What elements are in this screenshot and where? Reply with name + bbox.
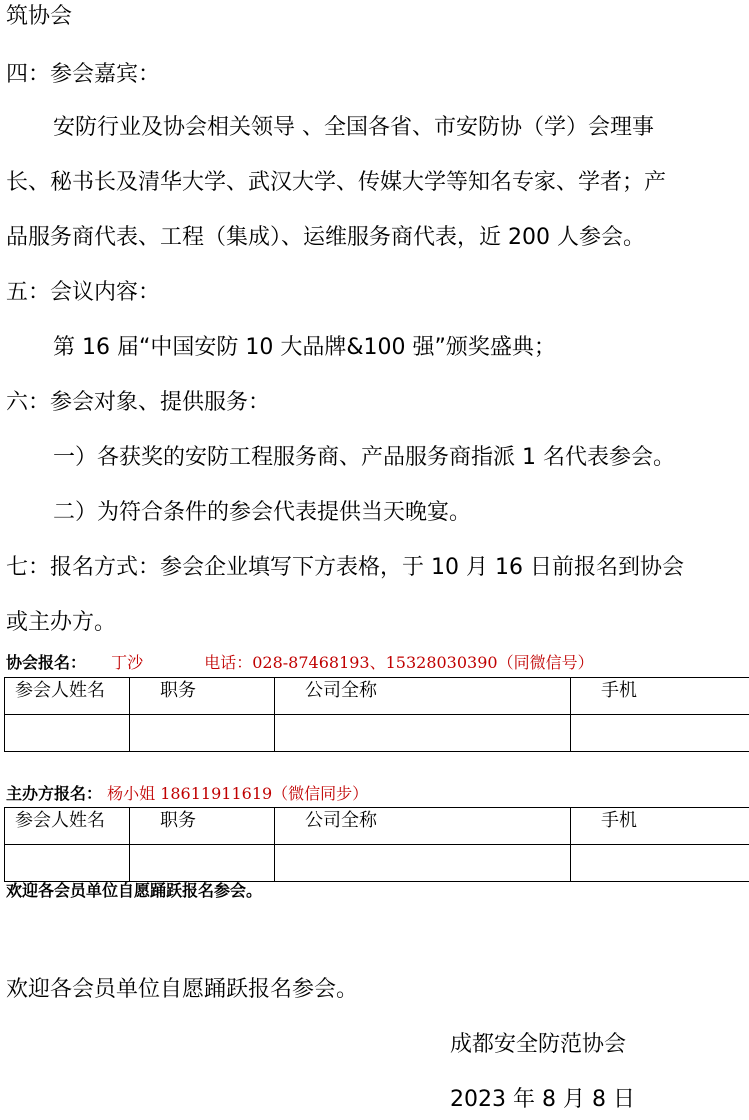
host-contact: 杨小姐 18611911619（微信同步） bbox=[107, 784, 369, 803]
welcome-note: 欢迎各会员单位自愿踊跃报名参会。 bbox=[6, 977, 359, 1002]
guests-paragraph-line-1: 安防行业及协会相关领导 、全国各省、市安防协（学）会理事 bbox=[53, 115, 654, 140]
header-mobile: 手机 bbox=[571, 678, 749, 715]
continued-text: 筑协会 bbox=[6, 4, 73, 29]
cell-attendee-name[interactable] bbox=[5, 845, 130, 882]
association-registration-table bbox=[4, 677, 749, 752]
section-7-heading: 七：报名方式：参会企业填写下方表格，于 10 月 16 日前报名到协会 bbox=[6, 555, 684, 580]
host-registration-line bbox=[6, 783, 368, 805]
section-5-heading: 五：会议内容： bbox=[6, 280, 161, 305]
service-item-1: 一）各获奖的安防工程服务商、产品服务商指派 1 名代表参会。 bbox=[53, 445, 675, 470]
table-row bbox=[5, 845, 749, 882]
association-contact-name: 丁沙 bbox=[111, 653, 144, 672]
guests-paragraph-line-3: 品服务商代表、工程（集成）、运维服务商代表，近 200 人参会。 bbox=[6, 225, 645, 250]
service-item-2: 二）为符合条件的参会代表提供当天晚宴。 bbox=[53, 500, 472, 525]
welcome-note-bold: 欢迎各会员单位自愿踊跃报名参会。 bbox=[6, 881, 263, 900]
host-registration-label: 主办方报名： bbox=[6, 784, 103, 803]
cell-attendee-name[interactable] bbox=[5, 715, 130, 752]
header-attendee-name: 参会人姓名 bbox=[5, 678, 130, 715]
host-registration-table bbox=[4, 807, 749, 882]
header-attendee-name: 参会人姓名 bbox=[5, 808, 130, 845]
association-contact-phone: 电话：028-87468193、15328030390（同微信号） bbox=[204, 653, 594, 672]
section-7-continuation: 或主办方。 bbox=[6, 610, 117, 635]
table-header-row bbox=[5, 808, 749, 845]
content-paragraph: 第 16 届“中国安防 10 大品牌&100 强”颁奖盛典； bbox=[53, 335, 556, 360]
cell-position[interactable] bbox=[130, 845, 275, 882]
table-row bbox=[5, 715, 749, 752]
table-header-row bbox=[5, 678, 749, 715]
cell-company-name[interactable] bbox=[275, 845, 571, 882]
cell-position[interactable] bbox=[130, 715, 275, 752]
header-company-name: 公司全称 bbox=[275, 808, 571, 845]
section-6-heading: 六：参会对象、提供服务： bbox=[6, 390, 271, 415]
cell-company-name[interactable] bbox=[275, 715, 571, 752]
header-position: 职务 bbox=[130, 678, 275, 715]
guests-paragraph-line-2: 长、秘书长及清华大学、武汉大学、传媒大学等知名专家、学者；产 bbox=[6, 170, 667, 195]
cell-mobile[interactable] bbox=[571, 845, 749, 882]
association-registration-label: 协会报名： bbox=[6, 653, 87, 672]
association-registration-line bbox=[6, 652, 594, 674]
signing-organization: 成都安全防范协会 bbox=[450, 1032, 627, 1057]
header-position: 职务 bbox=[130, 808, 275, 845]
cell-mobile[interactable] bbox=[571, 715, 749, 752]
signing-date: 2023 年 8 月 8 日 bbox=[450, 1087, 635, 1112]
header-mobile: 手机 bbox=[571, 808, 749, 845]
section-4-heading: 四：参会嘉宾： bbox=[6, 62, 161, 87]
header-company-name: 公司全称 bbox=[275, 678, 571, 715]
